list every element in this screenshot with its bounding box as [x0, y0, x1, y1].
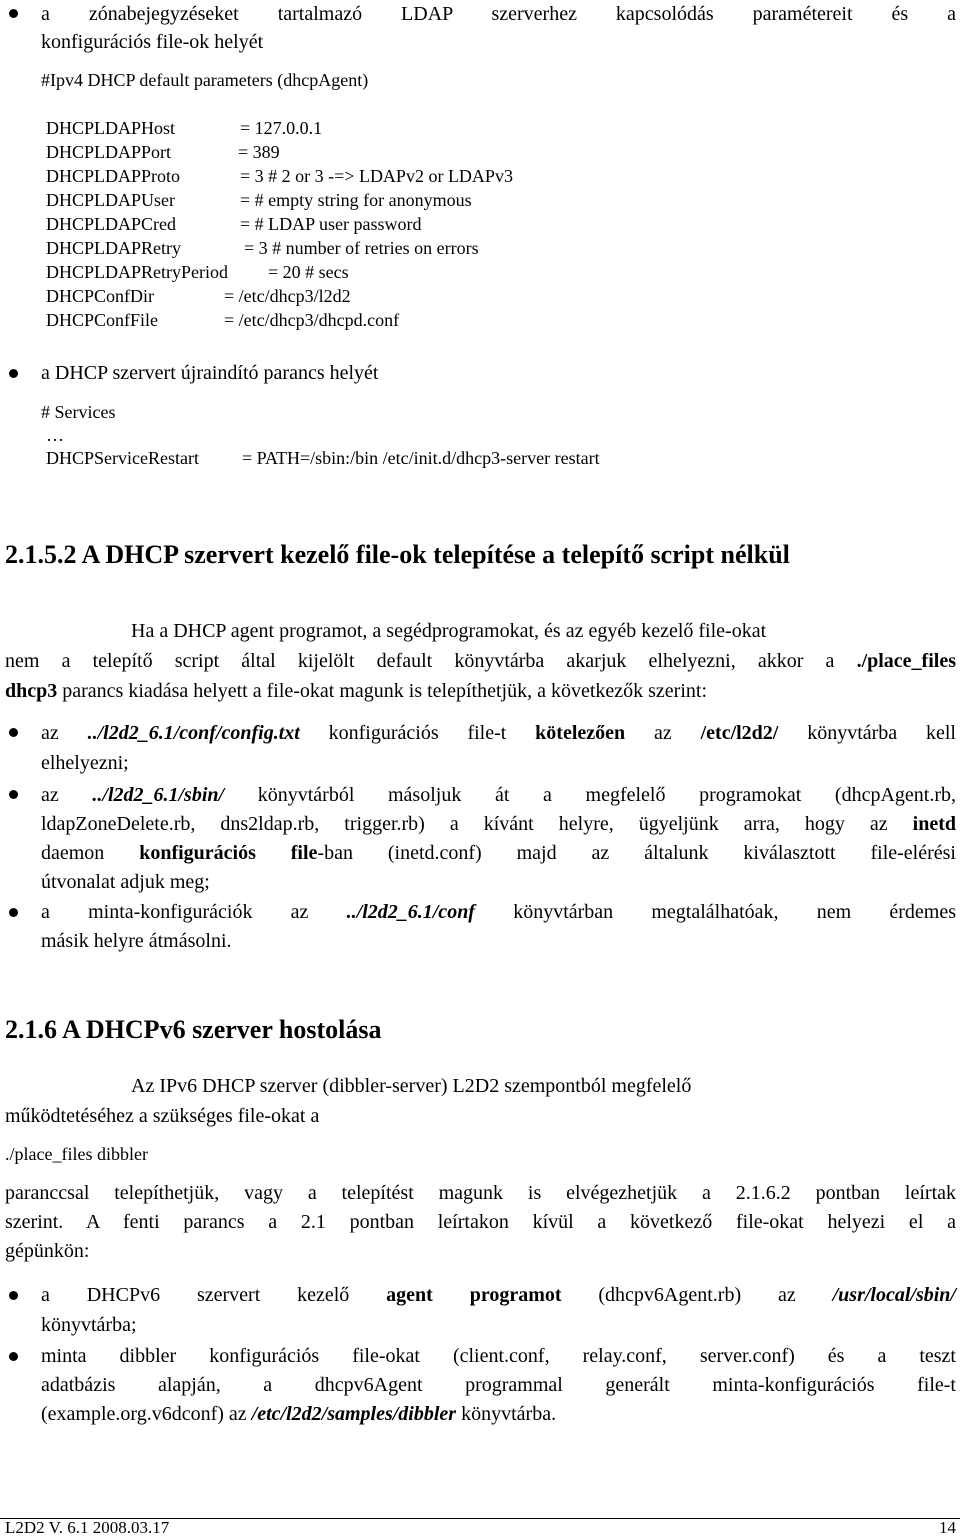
t: a minta-konfigurációk az [41, 901, 347, 923]
place-files-command: ./place_files [856, 650, 956, 672]
t: daemon [41, 842, 140, 864]
dibbler-command: ./place_files dibbler [5, 1144, 148, 1164]
config-block [46, 116, 746, 336]
b26-1-line2: könyvtárba; [41, 1314, 137, 1336]
config-path: ../l2d2_6.1/conf/config.txt [87, 722, 300, 744]
etc-path: /etc/l2d2/ [700, 722, 779, 744]
b26-2-line2: adatbázis alapján, a dhcpv6Agent programmal generált minta-konfigurációs file-t [41, 1374, 956, 1396]
config-key: DHCPLDAPUser [46, 190, 176, 210]
config-key: DHCPLDAPProto [46, 166, 181, 186]
section-heading-216: 2.1.6 A DHCPv6 szerver hostolása [5, 1015, 382, 1044]
t: könyvtárban megtalálhatóak, nem érdemes [474, 901, 956, 923]
config-value: = 20 # secs [268, 262, 349, 282]
b252-2-line4: útvonalat adjuk meg; [41, 871, 210, 893]
para-26-line1: Az IPv6 DHCP szerver (dibbler-server) L2D2 szempontból megfelelő [131, 1075, 692, 1097]
bullet-config [9, 728, 18, 737]
t: konfigurációs file [139, 842, 318, 864]
bullet-restart [9, 369, 18, 378]
footer-left: L2D2 V. 6.1 2008.03.17 [5, 1518, 170, 1537]
para-26-line4: szerint. A fenti parancs a 2.1 pontban leírtakon kívül a következő file-okat helyezi el a [5, 1211, 956, 1233]
config-key: DHCPConfDir [46, 286, 155, 306]
t: az [625, 722, 701, 744]
config-comment: #Ipv4 DHCP default parameters (dhcpAgent) [41, 70, 369, 90]
b26-2-line1: minta dibbler konfigurációs file-okat (client.conf, relay.conf, server.conf) és a teszt [41, 1345, 956, 1367]
t: -ban (inetd.conf) majd az általunk kiválasztott file-elérési [317, 842, 956, 864]
config-value: = # LDAP user password [240, 214, 422, 234]
para-26-line3: paranccsal telepíthetjük, vagy a telepítést magunk is elvégezhetjük a 2.1.6.2 pontban leírtak [5, 1182, 956, 1204]
t: (example.org.v6dconf) az [41, 1403, 252, 1425]
services-ellipsis: … [46, 425, 64, 445]
samples-path: /etc/l2d2/samples/dibbler [251, 1403, 457, 1425]
services-key: DHCPServiceRestart [46, 448, 199, 468]
bullet-dibbler-configs [9, 1352, 18, 1361]
bullet-ldap [9, 9, 18, 18]
config-value: = 127.0.0.1 [240, 118, 323, 138]
dhcp3-arg: dhcp3 [5, 680, 58, 702]
config-value: = /etc/dhcp3/l2d2 [224, 286, 351, 306]
config-value: = # empty string for anonymous [240, 190, 472, 210]
bullet-sample-configs [9, 908, 18, 917]
config-key: DHCPLDAPCred [46, 214, 177, 234]
b252-1-line1 [41, 718, 956, 748]
config-key: DHCPLDAPRetryPeriod [46, 262, 229, 282]
config-key: DHCPConfFile [46, 310, 159, 330]
page-number: 14 [939, 1518, 956, 1537]
ldap-bullet-line2: konfigurációs file-ok helyét [41, 31, 264, 53]
config-value: = 3 # 2 or 3 -=> LDAPv2 or LDAPv3 [240, 166, 513, 186]
bullet-sbin [9, 790, 18, 799]
sbin-path: ../l2d2_6.1/sbin/ [92, 784, 225, 806]
sbin-local-path: /usr/local/sbin/ [832, 1284, 956, 1306]
b252-1-line2: elhelyezni; [41, 752, 129, 774]
b252-3-line1 [41, 897, 956, 927]
config-key: DHCPLDAPHost [46, 118, 176, 138]
b252-3-line2: másik helyre átmásolni. [41, 930, 232, 952]
t: az [41, 722, 88, 744]
config-value: = /etc/dhcp3/dhcpd.conf [224, 310, 400, 330]
config-key: DHCPLDAPPort [46, 142, 172, 162]
t: könyvtárba kell [778, 722, 956, 744]
t: agent programot [386, 1284, 562, 1306]
t: a DHCPv6 szervert kezelő [41, 1284, 387, 1306]
para-252-line2-text: nem a telepítő script által kijelölt default könyvtárba akarjuk elhelyezni, akkor a [5, 650, 835, 672]
services-heading: # Services [41, 402, 116, 422]
t: inetd [912, 813, 956, 835]
b252-2-line1 [41, 780, 956, 810]
conf-path: ../l2d2_6.1/conf [346, 901, 475, 923]
config-key: DHCPLDAPRetry [46, 238, 182, 258]
para-26-line5: gépünkön: [5, 1240, 90, 1262]
para-252-line2 [5, 646, 956, 676]
t: kötelezően [535, 722, 626, 744]
bullet-agent [9, 1291, 18, 1300]
b252-2-line2 [41, 809, 956, 839]
ldap-bullet-line1: a zónabejegyzéseket tartalmazó LDAP szerverhez kapcsolódás paramétereit és a [41, 3, 956, 25]
config-value: = 3 # number of retries on errors [244, 238, 479, 258]
b26-2-line3 [41, 1399, 556, 1429]
para-26-line2: működtetéséhez a szükséges file-okat a [5, 1105, 320, 1127]
config-value: = 389 [238, 142, 280, 162]
t: (dhcpv6Agent.rb) az [561, 1284, 833, 1306]
t: az [41, 784, 93, 806]
restart-bullet-text: a DHCP szervert újraindító parancs helyét [41, 362, 379, 384]
t: könyvtárból másoljuk át a megfelelő programokat (dhcpAgent.rb, [224, 784, 956, 806]
section-heading-2152: 2.1.5.2 A DHCP szervert kezelő file-ok telepítése a telepítő script nélkül [5, 540, 790, 569]
t: könyvtárba. [456, 1403, 557, 1425]
t: konfigurációs file-t [299, 722, 536, 744]
b26-1-line1 [41, 1280, 956, 1310]
para-252-line3 [5, 676, 707, 706]
para-252-line1: Ha a DHCP agent programot, a segédprogramokat, és az egyéb kezelő file-okat [131, 620, 767, 642]
para-252-line3-text: parancs kiadása helyett a file-okat magunk is telepíthetjük, a következők szerint: [57, 680, 708, 702]
services-value: = PATH=/sbin:/bin /etc/init.d/dhcp3-server restart [242, 448, 600, 468]
t: ldapZoneDelete.rb, dns2ldap.rb, trigger.rb) a kívánt helyre, ügyeljünk arra, hogy az [41, 813, 913, 835]
b252-2-line3 [41, 838, 956, 868]
